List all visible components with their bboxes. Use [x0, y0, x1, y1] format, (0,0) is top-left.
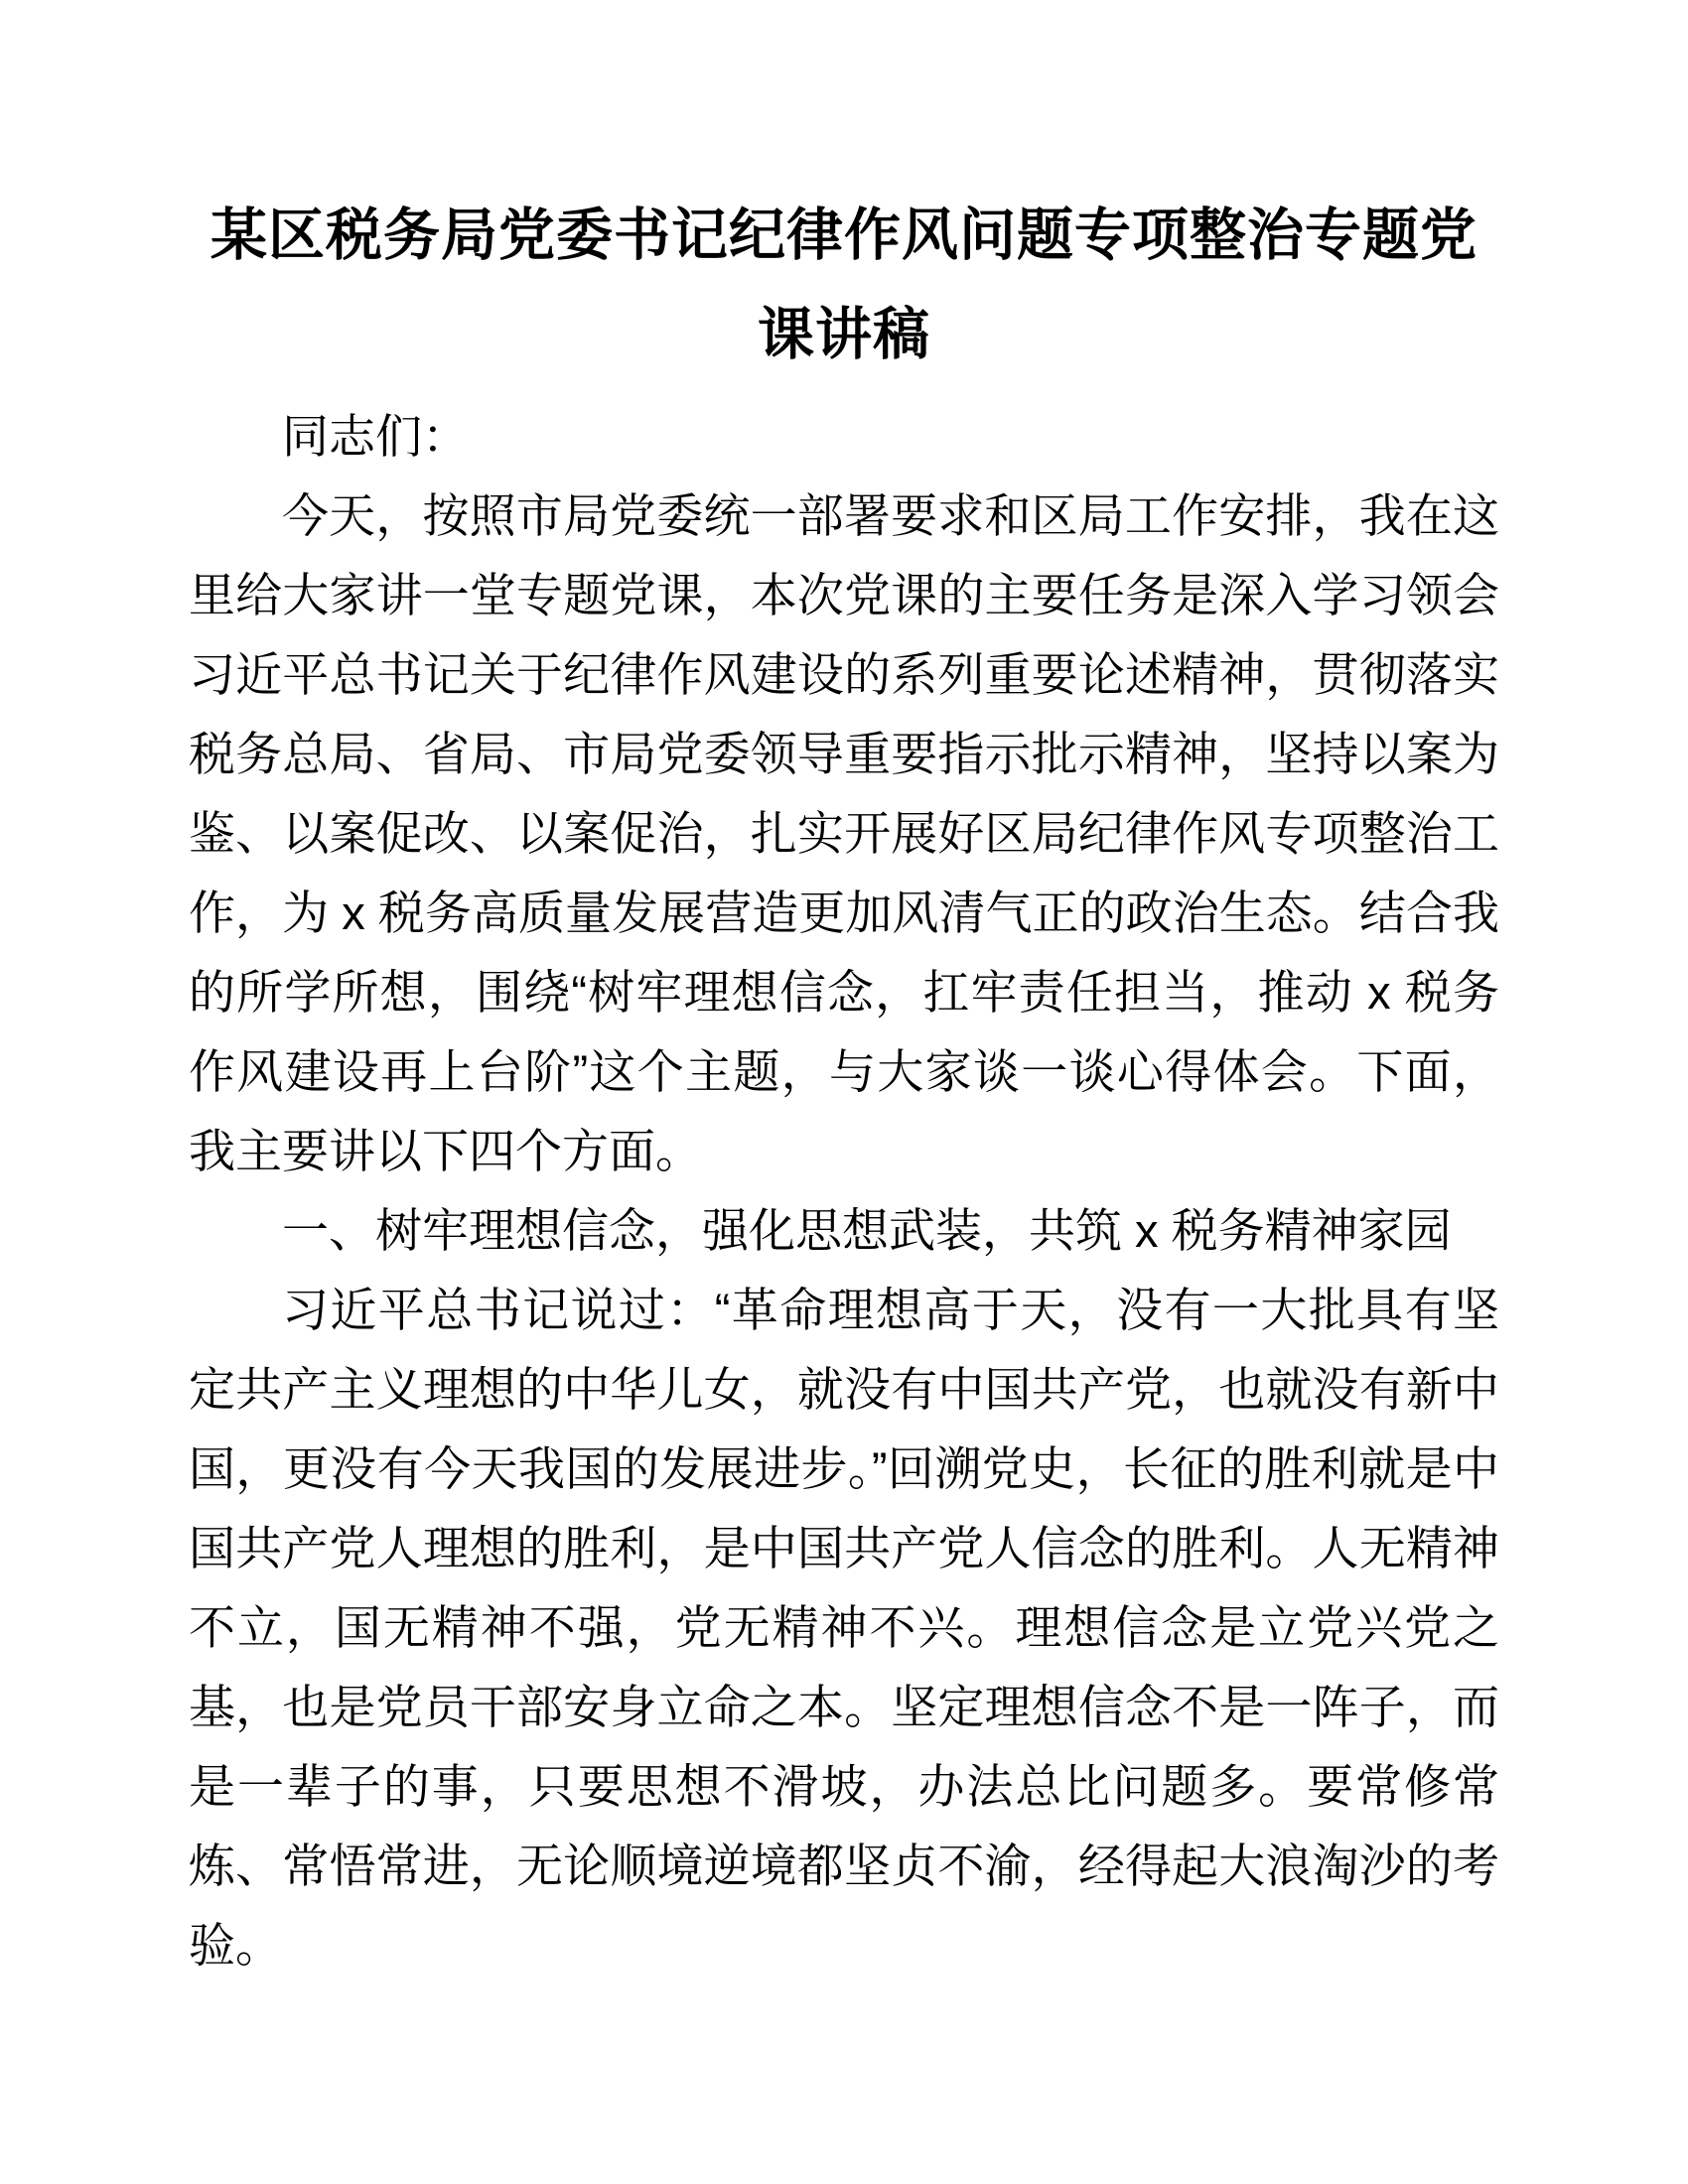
- paragraph-intro: 今天，按照市局党委统一部署要求和区局工作安排，我在这里给大家讲一堂专题党课，本次党课的主要任务是深入学习领会习近平总书记关于纪律作风建设的系列重要论述精神，贯彻落实税务总局、省局、市局党委领导重要指示批示精神，坚持以案为鉴、以案促改、以案促治，扎实开展好区局纪律作风专项整治工作，为 x 税务高质量发展营造更加风清气正的政治生态。结合我的所学所想，围绕“树牢理想信念，扛牢责任担当，推动 x 税务作风建设再上台阶”这个主题，与大家谈一谈心得体会。下面，我主要讲以下四个方面。: [189, 489, 1499, 1177]
- paragraph-section-1-body: 习近平总书记说过：“革命理想高于天，没有一大批具有坚定共产主义理想的中华儿女，就没有中国共产党，也就没有新中国，更没有今天我国的发展进步。”回溯党史，长征的胜利就是中国共产党人理想的胜利，是中国共产党人信念的胜利。人无精神不立，国无精神不强，党无精神不兴。理想信念是立党兴党之基，也是党员干部安身立命之本。坚定理想信念不是一阵子，而是一辈子的事，只要思想不滑坡，办法总比问题多。要常修常炼、常悟常进，无论顺境逆境都坚贞不渝，经得起大浪淘沙的考验。: [189, 1284, 1499, 1972]
- document-title: 某区税务局党委书记纪律作风问题专项整治专题党课讲稿: [211, 204, 1477, 366]
- salutation: 同志们：: [282, 410, 469, 463]
- section-heading-1: 一、树牢理想信念，强化思想武装，共筑 x 税务精神家园: [282, 1204, 1452, 1257]
